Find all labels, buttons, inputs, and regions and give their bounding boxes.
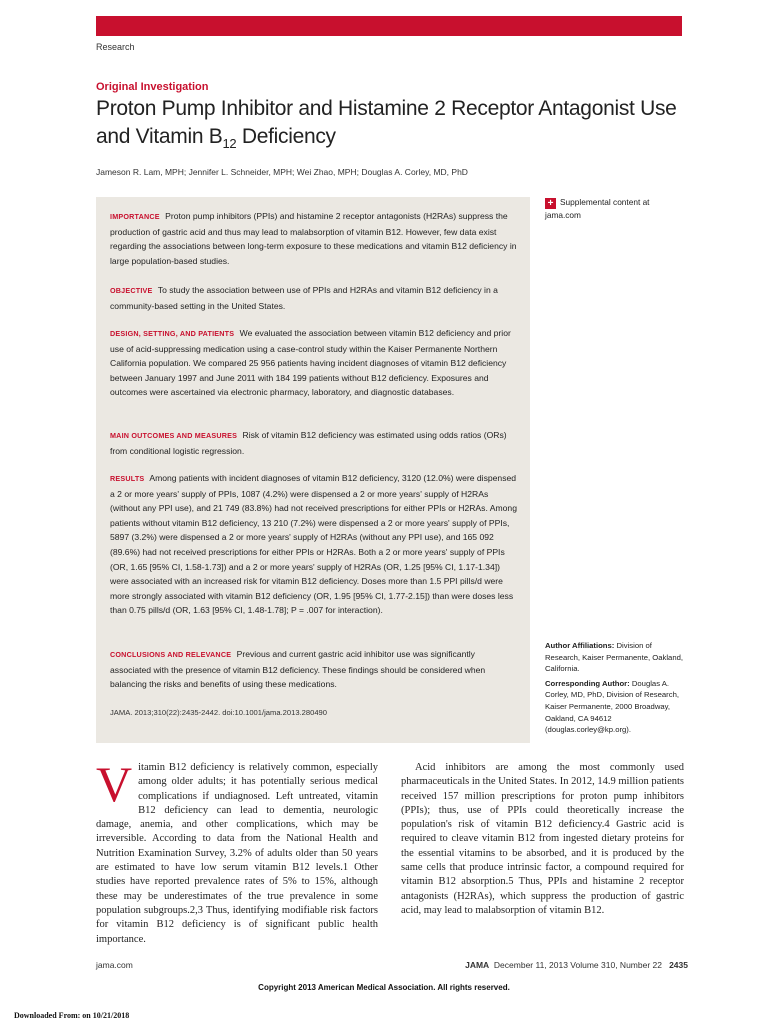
article-type-label: Original Investigation: [96, 81, 209, 93]
footer-journal: JAMA: [465, 960, 490, 970]
footer-issue-info: [465, 960, 688, 970]
supplemental-link[interactable]: at jama.com: [545, 197, 650, 220]
corresponding-author-heading: Corresponding Author:: [545, 678, 630, 688]
abstract-importance: [110, 209, 518, 268]
download-stamp: Downloaded From: on 10/21/2018: [14, 1011, 130, 1020]
abstract-outcomes: [110, 428, 518, 458]
body-column-1-text: itamin B12 deficiency is relatively common, especially among older adults; it has potentially serious medical complications if undiagnosed. Left untreated, vitamin B12 deficiency can lead to dementia, neurologic damage, anemia, and other complications, which may be irreversible. According to data from the National Health and Nutrition Examination Survey, 3.2% of adults older than 50 years are estimated to have low serum vitamin B12 levels.1 Other studies have reported prevalence rates of 5% to 15%, although these may be underestimates of the true prevalence in some population subgroups.2,3 Thus, identifying modifiable risk factors for vitamin B12 deficiency is of significant public health importance.: [96, 762, 378, 945]
plus-icon: +: [545, 198, 556, 209]
abstract-outcomes-text: Risk of vitamin B12 deficiency was estimated using odds ratios (ORs) from conditional logistic regression.: [110, 430, 507, 456]
author-affiliations: [545, 640, 685, 736]
abstract-objective-heading: OBJECTIVE: [110, 286, 153, 295]
corresponding-author-text: Douglas A. Corley, MD, PhD, Division of Research, Kaiser Permanente, 2000 Broadway, Oakland, CA 94612 (douglas.corley@kp.org).: [545, 678, 680, 735]
body-column-2-text: Acid inhibitors are among the most commonly used pharmaceuticals in the United States. In 2012, 14.9 million patients received 157 million prescriptions for proton pump inhibitors (PPIs); thus, use of PPIs could theoretically increase the population's risk of vitamin B12 deficiency.4 Gastric acid is required to cleave vitamin B12 from ingested dietary proteins for the essential vitamins to be absorbed, and it is produced by the same cells that produce intrinsic factor, a compound required for vitamin B12 absorption.5 Thus, PPIs and histamine 2 receptor antagonists (H2RAs), which suppress the production of gastric acid, may lead to malabsorption of vitamin B12.: [401, 762, 684, 916]
affiliations-heading: Author Affiliations:: [545, 641, 615, 650]
abstract-results-text: Among patients with incident diagnoses of vitamin B12 deficiency, 3120 (12.0%) were dispensed a 2 or more years' supply of PPIs, 1087 (4.2%) were dispensed a 2 or more years' supply of H2RAs (without any PPI use), and 21 749 (83.8%) had not received prescriptions for either PPIs or H2RAs. Among patients without vitamin B12 deficiency, 13 210 (7.2%) were dispensed a 2 or more years' supply of PPIs, 5897 (3.2%) were dispensed a 2 or more years' supply of H2RAs (without any PPI use), and 165 092 (89.6%) had not received prescriptions for either PPIs or H2RAs. Both a 2 or more years' supply of PPIs (OR, 1.65 [95% CI, 1.58-1.73]) and a 2 or more years' supply of H2RAs (OR, 1.25 [95% CI, 1.17-1.34]) were associated with an increased risk for vitamin B12 deficiency. Doses more than 1.5 PPI pills/d were more strongly associated with vitamin B12 deficiency (OR, 1.95 [95% CI, 1.77-2.15]) than were doses less than 0.75 pills/d (OR, 1.63 [95% CI, 1.48-1.78]; P = .007 for interaction).: [110, 473, 517, 616]
author-list: Jameson R. Lam, MPH; Jennifer L. Schneider, MPH; Wei Zhao, MPH; Douglas A. Corley, MD, PhD: [96, 167, 468, 177]
abstract-conclusions-heading: CONCLUSIONS AND RELEVANCE: [110, 650, 232, 659]
abstract-importance-text: Proton pump inhibitors (PPIs) and histamine 2 receptor antagonists (H2RAs) suppress the production of gastric acid and thus may lead to malabsorption of vitamin B12. However, few data exist regarding the associations between long-term exposure to these medications and vitamin B12 deficiency in large population-based studies.: [110, 211, 517, 266]
footer-page-number: 2435: [669, 960, 688, 970]
abstract-objective: [110, 283, 518, 313]
footer-issue: December 11, 2013 Volume 310, Number 22: [493, 960, 662, 970]
abstract-citation: JAMA. 2013;310(22):2435-2442. doi:10.1001/jama.2013.280490: [110, 708, 328, 717]
corresponding-author-block: [545, 678, 685, 736]
copyright-notice: Copyright 2013 American Medical Association. All rights reserved.: [258, 983, 510, 992]
body-column-2: [401, 761, 684, 918]
abstract-conclusions-text: Previous and current gastric acid inhibitor use was significantly associated with the presence of vitamin B12 deficiency. These findings should be considered when balancing the risks and benefits of using these medications.: [110, 649, 486, 690]
drop-cap: V: [96, 756, 133, 812]
title-subscript: 12: [222, 136, 237, 152]
header-color-bar: [96, 16, 682, 36]
article-title: [96, 95, 686, 158]
abstract-importance-heading: IMPORTANCE: [110, 212, 160, 221]
abstract-design-text: We evaluated the association between vitamin B12 deficiency and prior use of acid-suppressing medication using a case-control study within the Kaiser Permanente Northern California population. We compared 25 956 patients having incident diagnoses of vitamin B12 deficiency between January 1997 and June 2011 with 184 199 patients without B12 deficiency. Exposures and outcomes were ascertained via electronic pharmacy, laboratory, and diagnostic databases.: [110, 328, 511, 398]
abstract-design-heading: DESIGN, SETTING, AND PATIENTS: [110, 329, 235, 338]
affiliations-text: Division of Research, Kaiser Permanente, Oakland, California.: [545, 641, 684, 674]
abstract-conclusions: [110, 647, 518, 692]
abstract-box: [96, 197, 530, 743]
abstract-objective-text: To study the association between use of PPIs and H2RAs and vitamin B12 deficiency in a community-based setting in the United States.: [110, 285, 498, 311]
section-label: Research: [96, 42, 135, 52]
title-tail: Deficiency: [236, 125, 336, 148]
abstract-design: [110, 326, 518, 400]
body-column-1: [96, 756, 378, 947]
supplemental-label[interactable]: Supplemental content: [560, 197, 641, 207]
affiliations-block: [545, 640, 685, 675]
supplemental-content[interactable]: [545, 196, 685, 221]
abstract-results: [110, 471, 518, 618]
footer-site[interactable]: jama.com: [96, 960, 133, 970]
abstract-results-heading: RESULTS: [110, 474, 145, 483]
title-main: Proton Pump Inhibitor and Histamine 2 Receptor Antagonist Use and Vitamin B: [96, 97, 677, 148]
abstract-outcomes-heading: MAIN OUTCOMES AND MEASURES: [110, 431, 238, 440]
